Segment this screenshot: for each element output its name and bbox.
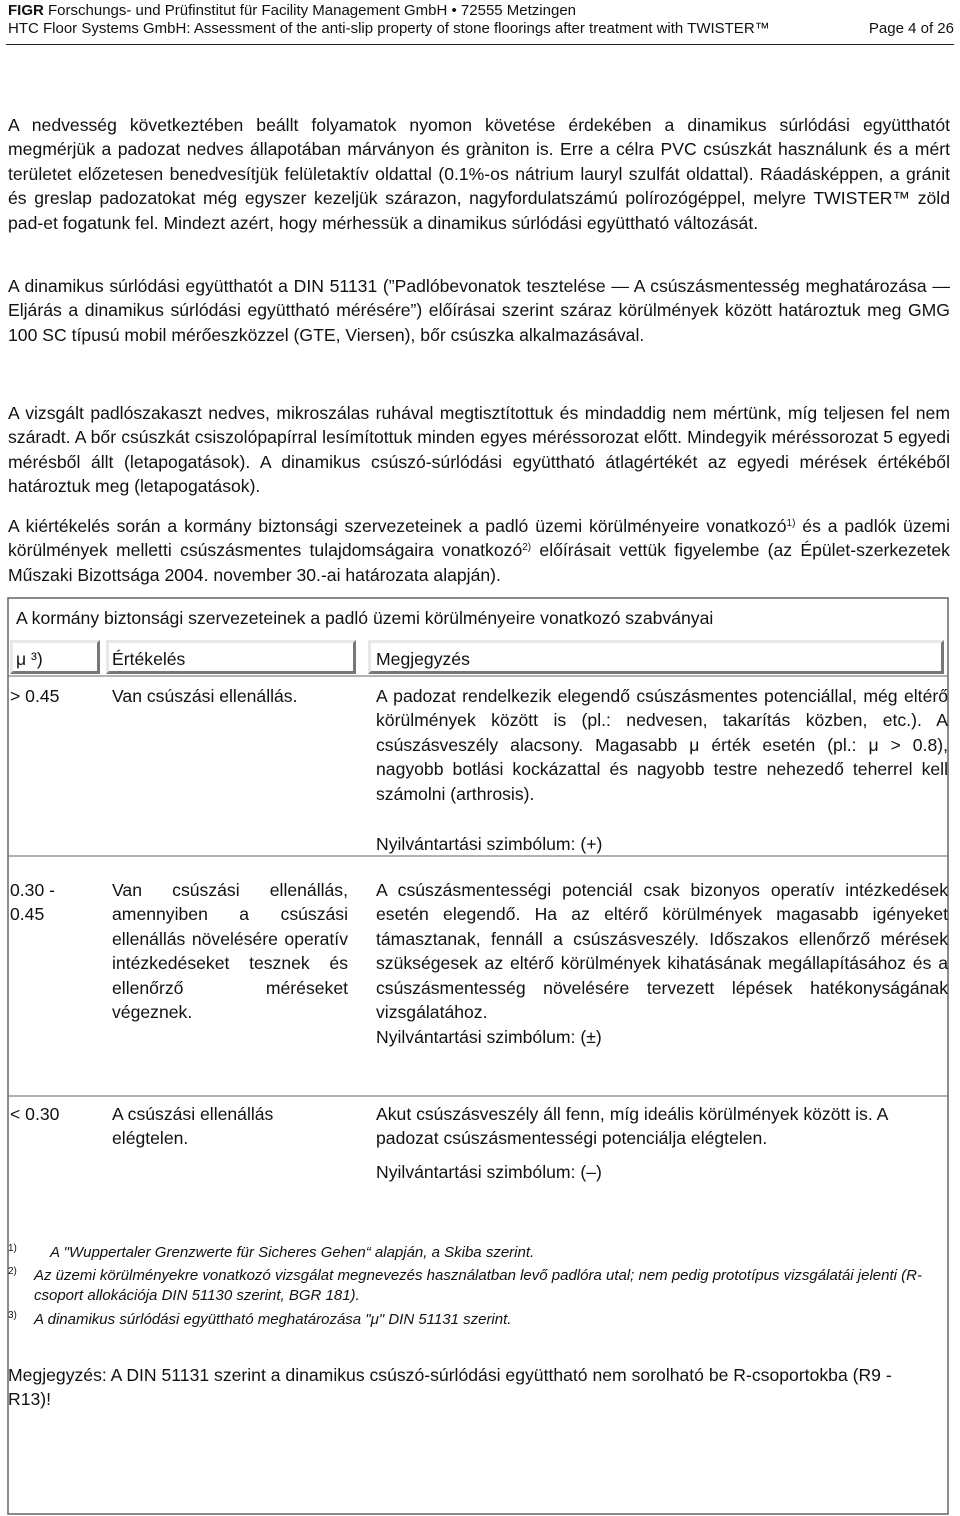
column-header-mu: μ ³) [16,649,43,669]
row-2-mu: 0.30 - 0.45 [10,880,55,925]
row-3-symbol: Nyilvántartási szimbólum: (–) [376,1162,602,1182]
row-2-symbol: Nyilvántartási szimbólum: (±) [376,1027,602,1047]
row-1-remarks: A padozat rendelkezik elegendő csúszásmentes potenciállal, még eltérő körülmények között is (pl.: nedvesen, takarítás közben, etc.). A csúszásveszély alacsony. Magasabb μ érték esetén (pl.: μ > 0.8), nagyobb botlási kockázattal és nagyobb testre nehezedő teherrel kell számolni (arthrosis). [376,686,948,804]
paragraph-3: A vizsgált padlószakaszt nedves, mikroszálas ruhával megtisztítottuk és mindaddig nem mértünk, míg teljesen fel nem száradt. A bőr csúszkát csiszolópapírral lesímítottuk minden egyes méréssorozat előtt. Mindegyik méréssorozat 5 egyedi mérésből állt (letapogatások). A dinamikus csúszó-súrlódási együttható átlagértékét az egyedi mérések értékéből határoztuk meg (letapogatások). [8,403,950,497]
org-name-bold: FIGR [8,2,44,19]
footnote-2: 2) Az üzemi körülményekre vonatkozó vizsgálat megnevezés használatban levő padlóra utal; nem pedig prototípus vizsgálatái jelenti (R-csoport allokációja DIN 51130 szerint, BGR 181). [8,1266,922,1304]
row-2-remarks: A csúszásmentességi potenciál csak bizonyos operatív intézkedések esetén elegendő. Ha az eltérő körülmények magasabb igényeket támasztanak, fennáll a csúszásveszély. Időszakos ellenőrző mérések szükségesek az eltérő körülmények kihatásának megállapításához és a csúszásmentesség növelésére tervezett lépések hatékonyságának vizsgálatához. [376,880,948,1023]
org-name: Forschungs- und Prüfinstitut für Facility Management GmbH • 72555 Metzingen [48,2,577,19]
page-number: Page 4 of 26 [868,20,954,37]
header-divider [6,44,954,45]
row-1-evaluation: Van csúszási ellenállás. [112,686,298,706]
footnote-1: 1) A "Wuppertaler Grenzwerte für Sicheres Gehen“ alapján, a Skiba szerint. [8,1243,535,1261]
row-1-symbol: Nyilvántartási szimbólum: (+) [376,834,603,854]
row-3-mu: < 0.30 [10,1104,60,1124]
paragraph-2: A dinamikus súrlódási együtthatót a DIN 51131 (”Padlóbevonatok tesztelése — A csúszásmentesség meghatározása — Eljárás a dinamikus súrlódási együttható mérésére”) előírásai szerint száraz körülmények között határoztuk meg GMG 100 SC típusú mobil mérőeszközzel (GTE, Viersen), bőr csúszka alkalmazásával. [8,276,950,345]
column-header-evaluation: Értékelés [112,649,186,669]
footnote-ref-1: 1) [786,518,796,529]
final-note: Megjegyzés: A DIN 51131 szerint a dinamikus csúszó-súrlódási együttható nem sorolható be R-csoportokba (R9 - R13)! [8,1365,892,1410]
document-subtitle: HTC Floor Systems GmbH: Assessment of the anti-slip property of stone floorings after treatment with TWISTER™ [8,20,770,37]
row-3-remarks: Akut csúszásveszély áll fenn, míg ideális körülmények között is. A padozat csúszásmentességi potenciálja elégtelen. [376,1104,888,1149]
footnote-3: 3) A dinamikus súrlódási együttható meghatározása "μ" DIN 51131 szerint. [8,1310,512,1328]
row-2-evaluation: Van csúszási ellenállás, amennyiben a csúszási ellenállás növelésére operatív intézkedéseket tesznek és ellenőrző méréseket végeznek. [112,880,348,1023]
table-title: A kormány biztonsági szervezeteinek a padló üzemi körülményeire vonatkozó szabványai [16,608,714,628]
row-3-evaluation: A csúszási ellenállás elégtelen. [112,1104,274,1149]
page-header [8,2,954,38]
footnote-ref-2: 2) [522,542,532,554]
paragraph-1: A nedvesség következtében beállt folyamatok nyomon követése érdekében a dinamikus súrlódási együtthatót megmérjük a padozat nedves állapotában márványon és gràniton is. Erre a célra PVC csúszkát használunk és a mért területet előzetesen benedvesítjük felületaktív oldattal (0.1%-os nátrium lauryl szulfát oldattal). Ráadásképpen, a gránit és greslap padozatokat még egyszer kezeljük szárazon, nagyfordulatszámú polírozógéppel, melyre TWISTER™ zöld pad-et fogatunk fel. Mindezt azért, hogy mérhessük a dinamikus súrlódási együttható változását. [8,115,950,233]
column-header-remarks: Megjegyzés [376,649,470,669]
paragraph-4: A kiértékelés során a kormány biztonsági szervezeteinek a padló üzemi körülményeire vonatkozó$^{1)}$ és a padlók üzemi körülmények melletti csúszásmentes tulajdomságaira vonatkozó$^{2)}$ előírásait vettük figyelembe (az Épület-szerkezetek Műszaki Bizottsága 2004. november 30.-ai határozata alapján). [8,516,950,585]
row-1-mu: > 0.45 [10,686,60,706]
